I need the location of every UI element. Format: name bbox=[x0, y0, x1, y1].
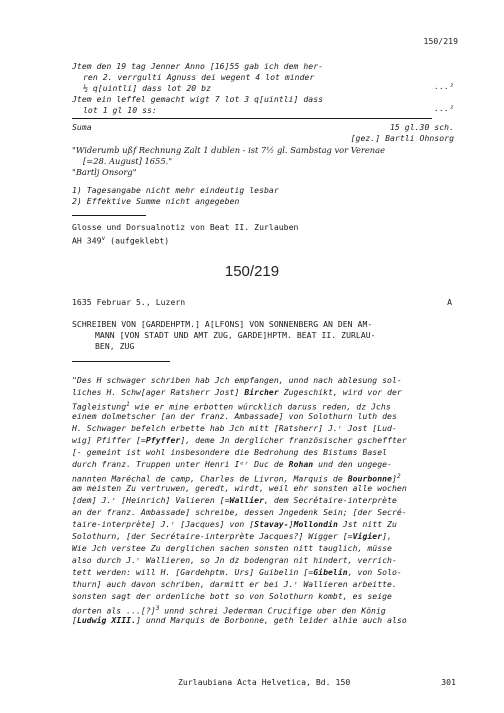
body-line-8: durch franz. Truppen unter Henri Iᵉʳ Duc de Rohan und den ungege- bbox=[72, 459, 392, 469]
body-line-6: wig] Pfiffer [=Pfyffer], deme Jn derglicher französischer gscheffter bbox=[72, 435, 407, 445]
entry-line-4: Jtem ein leffel gemacht wigt 7 lot 3 q[uintli] dass bbox=[72, 94, 324, 104]
date-place: 1635 Februar 5., Luzern bbox=[72, 297, 186, 307]
entry-line-2: ren 2. verrgulti Agnuss dei wegent 4 lot minder bbox=[83, 72, 315, 82]
body-line-7: [- gemeint ist wohl insbesondere die Bedrohung des Bistums Basel bbox=[72, 447, 388, 457]
body-line-10: am meisten Zu vertruwen, geredt, wirdt, weil ehr sonsten alle wochen bbox=[72, 483, 407, 493]
footer-page-number: 301 bbox=[441, 677, 456, 687]
body-line-17: tett werden: will H. [Gardehptm. Urs] Guibelin [=Gibelin, von Solo- bbox=[72, 567, 402, 577]
body-line-4: einem dolmetscher [an der franz. Ambassade] von Solothurn luth des bbox=[72, 411, 397, 421]
gloss-note: Glosse und Dorsualnotiz von Beat II. Zurlauben bbox=[72, 222, 299, 232]
entry-line-5: lot 1 gl 10 ss: bbox=[83, 105, 157, 115]
body-line-15: Wie Jch verstee Zu derglichen sachen sonsten nitt tauglich, müsse bbox=[72, 543, 392, 553]
note-divider bbox=[72, 215, 146, 216]
sum-divider bbox=[72, 118, 432, 119]
sum-value: 15 gl.30 sch. bbox=[390, 122, 454, 132]
body-line-12: an der franz. Ambassade] schreibe, dessen Jngedenk Sein; [der Secré- bbox=[72, 507, 407, 517]
sum-signature: [gez.] Bartli Ohnsorg bbox=[350, 133, 454, 143]
handwritten-note-1: "Widerumb ußf Rechnung Zalt 1 dublen - ist 7½ gl. Sambstag vor Verenae bbox=[72, 145, 386, 155]
body-line-9: nannten Maréchal de camp, Charles de Livron, Marquis de Bourbonne]$^2$ bbox=[72, 473, 401, 484]
body-line-14: Solothurn, [der Secrétaire-interprète Jacques?] Wigger [=Vigier], bbox=[72, 531, 393, 541]
entry-line-1: Jtem den 19 tag Jenner Anno [16]55 gab ich dem her- bbox=[72, 61, 324, 71]
heading-line-1: SCHREIBEN VON [GARDEHPTM.] A[LFONS] VON SONNENBERG AN DEN AM- bbox=[72, 319, 373, 329]
body-line-20: dorten als ...[?]$^3$ unnd schrei Jederman Crucifige uber den König bbox=[72, 605, 386, 616]
body-line-19: sonsten sagt der ordenliche bott so von Solothurn kombt, es seige bbox=[72, 591, 392, 601]
handwritten-note-2: [=28. August] 1655." bbox=[83, 156, 173, 166]
body-line-16: also durch J.ʳ Wallieren, so Jn dz bodengran nit hindert, verrich- bbox=[72, 555, 397, 565]
entry-line-3: ½ q[uintli] dass lot 20 bz bbox=[83, 83, 211, 93]
body-line-11: [dem] J.ʳ [Heinrich] Valieren [=Wallier, dem Secrétaire-interprète bbox=[72, 495, 397, 505]
entry-amount-2: ...² bbox=[434, 103, 454, 113]
heading-line-2: MANN [VON STADT UND AMT ZUG, GARDE]HPTM. BEAT II. ZURLAU- bbox=[95, 330, 376, 340]
entry-amount-1: ...² bbox=[434, 81, 454, 91]
body-line-18: thurn] auch davon schriben, darmitt er bei J.ʳ Wallieren arbeitte. bbox=[72, 579, 397, 589]
body-line-5: H. Schwager befelch erbette hab Jch mitt [Ratsherr] J.ʳ Jost [Lud- bbox=[72, 423, 397, 433]
page-reference: 150/219 bbox=[423, 36, 458, 46]
heading-divider bbox=[72, 361, 170, 362]
footer-journal: Zurlaubiana Acta Helvetica, Bd. 150 bbox=[178, 677, 351, 687]
heading-line-3: BEN, ZUG bbox=[95, 341, 135, 351]
handwritten-signature: "Bartlj Onsorg" bbox=[72, 167, 137, 177]
document-letter: A bbox=[447, 297, 452, 307]
sum-label: Suma bbox=[72, 122, 92, 132]
body-line-13: taire-interprète] J.ʳ [Jacques] von [Stavay-]Mollondin Jst nitt Zu bbox=[72, 519, 397, 529]
body-line-3: Tagleistung$^1$ wie er mine erbotten würcklich daruss reden, dz Jchs bbox=[72, 401, 391, 412]
document-number: 150/219 bbox=[224, 263, 280, 280]
archive-reference: AH 349$^v$ (aufgeklebt) bbox=[72, 235, 170, 246]
body-line-2: liches H. Schw[ager Ratsherr Jost] Bircher Zugeschikt, wird vor der bbox=[72, 387, 402, 397]
body-line-21: [Ludwig XIII.] unnd Marquis de Borbonne, geth leider alhie auch also bbox=[72, 615, 407, 625]
footnote-2: 2) Effektive Summe nicht angegeben bbox=[72, 196, 240, 206]
body-line-1: "Des H schwager schriben hab Jch empfangen, unnd nach ablesung sol- bbox=[72, 375, 402, 385]
footnote-1: 1) Tagesangabe nicht mehr eindeutig lesbar bbox=[72, 185, 279, 195]
